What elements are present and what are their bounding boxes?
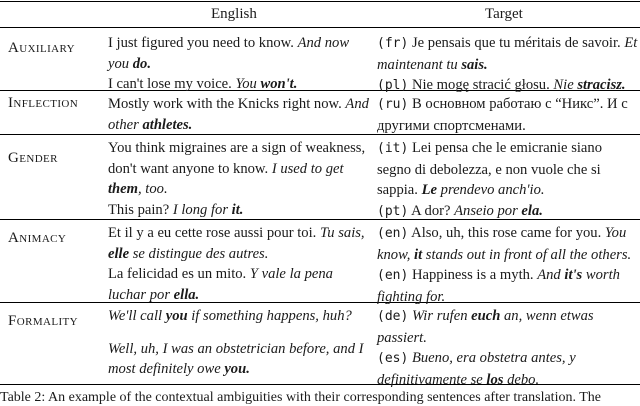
language-code: (pl): [377, 78, 409, 93]
sentence-fragment: elle: [108, 245, 130, 262]
sentence-fragment: Mostly work with the Knicks right now.: [108, 96, 346, 112]
sentence: [108, 223, 370, 264]
sentence-fragment: sais.: [461, 56, 488, 73]
sentence: [377, 265, 639, 307]
english-cell-auxiliary: [108, 33, 370, 95]
sentence: [108, 339, 370, 380]
sentence-fragment: Y vale la pena luchar por: [108, 266, 333, 303]
category-label-gender: Gender: [8, 150, 58, 166]
sentence-fragment: Wir rufen: [408, 308, 472, 324]
sentence-fragment: We'll call: [108, 308, 166, 324]
english-cell-gender: [108, 138, 370, 220]
sentence: [377, 223, 639, 265]
sentence-fragment: This pain?: [108, 201, 173, 218]
sentence-fragment: Je pensais que tu méritais de savoir.: [408, 35, 625, 51]
sentence: [377, 94, 639, 136]
sentence-fragment: prendevo anch'io.: [437, 182, 545, 198]
sentence-fragment: And now you: [108, 35, 350, 72]
sentence: [377, 201, 639, 223]
language-code: (it): [377, 141, 409, 156]
target-cell-gender: [377, 138, 639, 222]
sentence-fragment: , too.: [138, 181, 168, 197]
sentence-fragment: And: [537, 267, 565, 283]
language-code: (es): [377, 351, 409, 366]
sentence-fragment: You: [235, 76, 261, 92]
sentence-fragment: I just figured you need to know.: [108, 35, 298, 51]
sentence-fragment: athletes.: [142, 116, 193, 133]
language-code: (en): [377, 268, 409, 283]
sentence-fragment: Bueno, era obstetra antes, y definitivamente se: [377, 350, 576, 388]
sentence: [108, 138, 370, 200]
sentence-fragment: stracisz.: [577, 77, 626, 93]
language-code: (de): [377, 309, 409, 324]
sentence-fragment: Anseio por: [454, 202, 522, 219]
sentence-fragment: Nie: [553, 77, 578, 93]
english-cell-formality: [108, 306, 370, 380]
sentence-fragment: if something happens, huh?: [187, 308, 352, 324]
sentence-fragment: A dor?: [408, 202, 455, 219]
sentence-fragment: And other: [108, 96, 369, 133]
sentence-fragment: You think migraines are a sign of weakness, don't want anyone to know.: [108, 140, 366, 177]
sentence-fragment: debo.: [503, 371, 540, 388]
top-rule: [0, 1, 640, 2]
table-caption: Table 2: An example of the contextual ambiguities with their corresponding sentences after translation. The: [0, 390, 601, 405]
target-cell-inflection: [377, 94, 639, 136]
sentence-fragment: ela.: [521, 202, 543, 219]
sentence: [108, 74, 370, 95]
sentence-fragment: Well, uh, I was an obstetrician before, and I most definitely owe: [108, 340, 364, 377]
sentence-fragment: it: [414, 246, 423, 263]
sentence-fragment: it's: [564, 267, 583, 283]
sentence-fragment: you.: [224, 361, 250, 377]
sentence-fragment: ella.: [173, 286, 200, 303]
target-cell-formality: [377, 306, 639, 390]
sentence-fragment: Et il y a eu cette rose aussi pour toi.: [108, 225, 320, 241]
sentence-fragment: В основном работаю с “Никс”. И с другими спортсменами.: [377, 96, 628, 134]
sentence-fragment: Lei pensa che le emicranie siano segno di debolezza, e non vuole che si sappia.: [377, 140, 602, 198]
english-cell-animacy: [108, 223, 370, 305]
sentence-fragment: stands out in front of all the others.: [422, 246, 632, 263]
sentence: [108, 94, 370, 135]
sentence-fragment: you: [165, 308, 188, 324]
sentence-fragment: it.: [231, 201, 244, 218]
sentence-fragment: Nie mogę stracić głosu.: [408, 77, 554, 93]
sentence-fragment: I can't lose my voice.: [108, 76, 236, 92]
sentence-fragment: You know,: [377, 225, 627, 263]
language-code: (en): [377, 226, 409, 241]
category-label-animacy: Animacy: [8, 230, 67, 246]
sentence-fragment: them: [108, 181, 138, 197]
language-code: (pt): [377, 203, 409, 219]
sentence-fragment: do.: [132, 55, 151, 72]
target-cell-animacy: [377, 223, 639, 307]
sentence: [377, 138, 639, 201]
english-cell-inflection: [108, 94, 370, 135]
column-header-english: English: [211, 6, 257, 22]
sentence: [377, 348, 639, 390]
sentence-fragment: won't.: [260, 76, 298, 92]
target-cell-auxiliary: [377, 33, 639, 97]
sentence: [377, 33, 639, 75]
sentence: [377, 306, 639, 348]
sentence: [108, 306, 370, 327]
sentence-fragment: los: [486, 371, 504, 388]
sentence-fragment: I long for: [172, 201, 232, 218]
sentence-fragment: an, wenn etwas passiert.: [377, 308, 594, 346]
language-code: (ru): [377, 97, 409, 112]
sentence-fragment: Et maintenant tu: [377, 35, 638, 73]
sentence-fragment: Happiness is a myth.: [408, 267, 538, 283]
sentence-fragment: Le: [421, 182, 437, 198]
category-label-auxiliary: Auxiliary: [8, 40, 75, 56]
sentence-fragment: worth fighting for.: [377, 267, 620, 305]
sentence-fragment: euch: [471, 308, 501, 324]
category-label-formality: Formality: [8, 313, 78, 329]
category-label-inflection: Inflection: [8, 95, 79, 111]
sentence-fragment: La felicidad es un mito.: [108, 266, 250, 282]
sentence: [108, 200, 370, 221]
sentence: [108, 33, 370, 74]
column-header-target: Target: [485, 6, 523, 22]
sentence-fragment: I used to get: [271, 160, 344, 177]
sentence: [108, 264, 370, 305]
language-code: (fr): [377, 36, 409, 51]
sentence-fragment: Also, uh, this rose came for you.: [408, 225, 605, 241]
sentence-fragment: se distingue des autres.: [129, 245, 269, 262]
sentence-fragment: Tu sais,: [319, 225, 365, 241]
header-rule: [0, 27, 640, 28]
